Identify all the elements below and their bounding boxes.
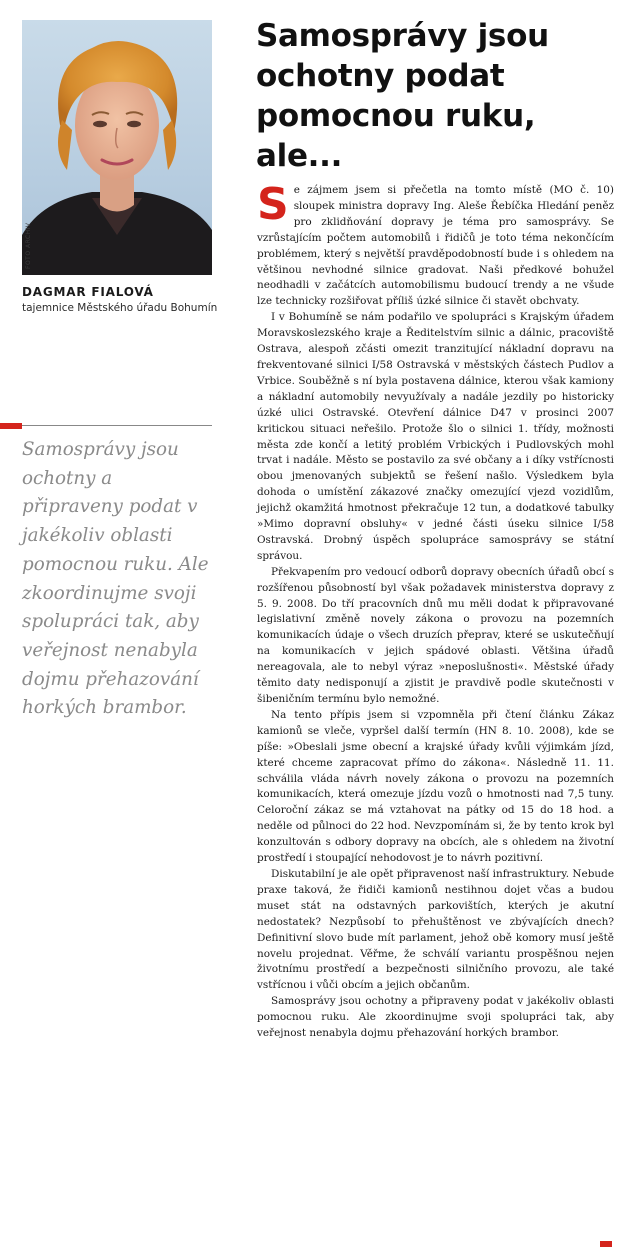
article-paragraph: Na tento přípis jsem si vzpomněla při čtení článku Zákaz kamionů se vleče, vypršel další termín (HN 8. 10. 2008), kde se píše: »Obeslali jsme obecní a krajské úřady kvůli výjimkám jízd, které chceme zapracovat přímo do zákona«. Následně 11. 11. schválila vláda návrh novely zákona o provozu na pozemních komunikacích, která omezuje jízdu vozů o hmotnosti nad 7,5 tuny. Celoroční zákaz se má vztahovat na pátky od 15 do 18 hod. a neděle od půlnoci do 22 hod. Nevzpomínám si, že by tento krok byl konzultován s odbory dopravy na obcích, ale s ohledem na životní prostředí i stoupající nehodovost je to návrh pozitivní. xyxy=(257,708,614,865)
photo-credit: FOTO ARCHIV xyxy=(25,222,32,269)
pull-quote-accent-mark xyxy=(0,423,22,429)
article-end-mark xyxy=(600,1241,612,1247)
article-paragraph-text: e zájmem jsem si přečetla na tomto místě (MO č. 10) sloupek ministra dopravy Ing. Aleše Řebíčka Hledání peněz pro zklidňování dopravy je téma pro samosprávy. Se vzrůstajícím počtem automobilů i řidičů je toto téma nekončícím problémem, který s největší pravděpodobností bude i s ohledem na většinou nevhodné silnice gradovat. Naši předkové bohužel neodhadli v začátcích automobilismu budoucí trendy a ne všude lze technicky rozšiřovat příliš úzké silnice či stavět obchvaty. xyxy=(257,184,614,308)
author-role: tajemnice Městského úřadu Bohumín xyxy=(22,302,218,314)
author-photo xyxy=(22,20,212,275)
article-paragraph: Překvapením pro vedoucí odborů dopravy obecních úřadů obcí s rozšířenou působností byl však požadavek ministerstva dopravy z 5. 9. 2008. Do tří pracovních dnů mu měli dodat k připravované legislativní změně novely zákona o provozu na pozemních komunikacích údaje o všech druzích přeprav, které se uskutečňují na komunikacích v jejich spádové oblasti. Většina úřadů nereagovala, ale to nebyl výraz »neposlušnosti«. Městské úřady těmito daty nedisponují a zjistit je pravdivě podle skutečnosti v šibeničním termínu bylo nemožné. xyxy=(257,565,614,705)
pull-quote-rule xyxy=(22,425,212,426)
drop-cap: S xyxy=(257,179,289,230)
article-body xyxy=(257,179,614,1042)
article-title: Samosprávy jsou ochotny podat pomocnou ruku, ale... xyxy=(256,18,549,174)
article-paragraph xyxy=(257,179,614,310)
article-paragraph: I v Bohumíně se nám podařilo ve spolupráci s Krajským úřadem Moravskoslezského kraje a Ředitelstvím silnic a dálnic, pracoviště Ostrava, alespoň zčásti omezit tranzitující nákladní dopravu na frekventované silnici I/58 Ostravská v městských částech Pudlov a Vrbice. Souběžně s ní byla postavena dálnice, kterou však kamiony a nákladní automobily nevyužívaly a nadále jezdily po historicky úzké ulici Ostravské. Otevření dálnice D47 v prosinci 2007 kritickou situaci neřešilo. Protože šlo o silnici 1. třídy, možnosti města zde končí a letitý problém Vrbických i Pudlovských mohl trvat i nadále. Město se postavilo za své občany a i díky vstřícnosti obou jmenovaných subjektů se řešení našlo. Výsledkem byla dohoda o umístění zákazové značky omezující vjezd vozidlům, jejichž okamžitá hmotnost překračuje 12 tun, a dodatkové tabulky »Mimo dopravní obsluhy« v jedné části úseku silnice I/58 Ostravská. Drobný úspěch spolupráce samosprávy se státní správou. xyxy=(257,311,614,562)
article-paragraph: Samosprávy jsou ochotny a připraveny podat v jakékoliv oblasti pomocnou ruku. Ale zkoordinujme svoji spolupráci tak, aby veřejnost nenabyla dojmu přehazování horkých brambor. xyxy=(257,995,614,1040)
author-name: DAGMAR FIALOVÁ xyxy=(22,285,154,299)
pull-quote: Samosprávy jsou ochotny a připraveny podat v jakékoliv oblasti pomocnou ruku. Ale zkoordinujme svoji spolupráci tak, aby veřejnost nenabyla dojmu přehazování horkých brambor. xyxy=(22,439,209,719)
portrait-illustration xyxy=(22,20,212,275)
article-paragraph: Diskutabilní je ale opět připravenost naší infrastruktury. Nebude praxe taková, že řidiči kamionů nestihnou dojet včas a budou muset stát na odstavných parkovištích, kterých je akutní nedostatek? Nezpůsobí to přehuštěnost ve zbývajících dnech? Definitivní slovo bude mít parlament, jehož obě komory musí ještě novelu projednat. Věřme, že schválí variantu prospěšnou nejen životnímu prostředí a bezpečnosti silničního provozu, ale také vstřícnou i vůči obcím a jejich občanům. xyxy=(257,867,614,992)
